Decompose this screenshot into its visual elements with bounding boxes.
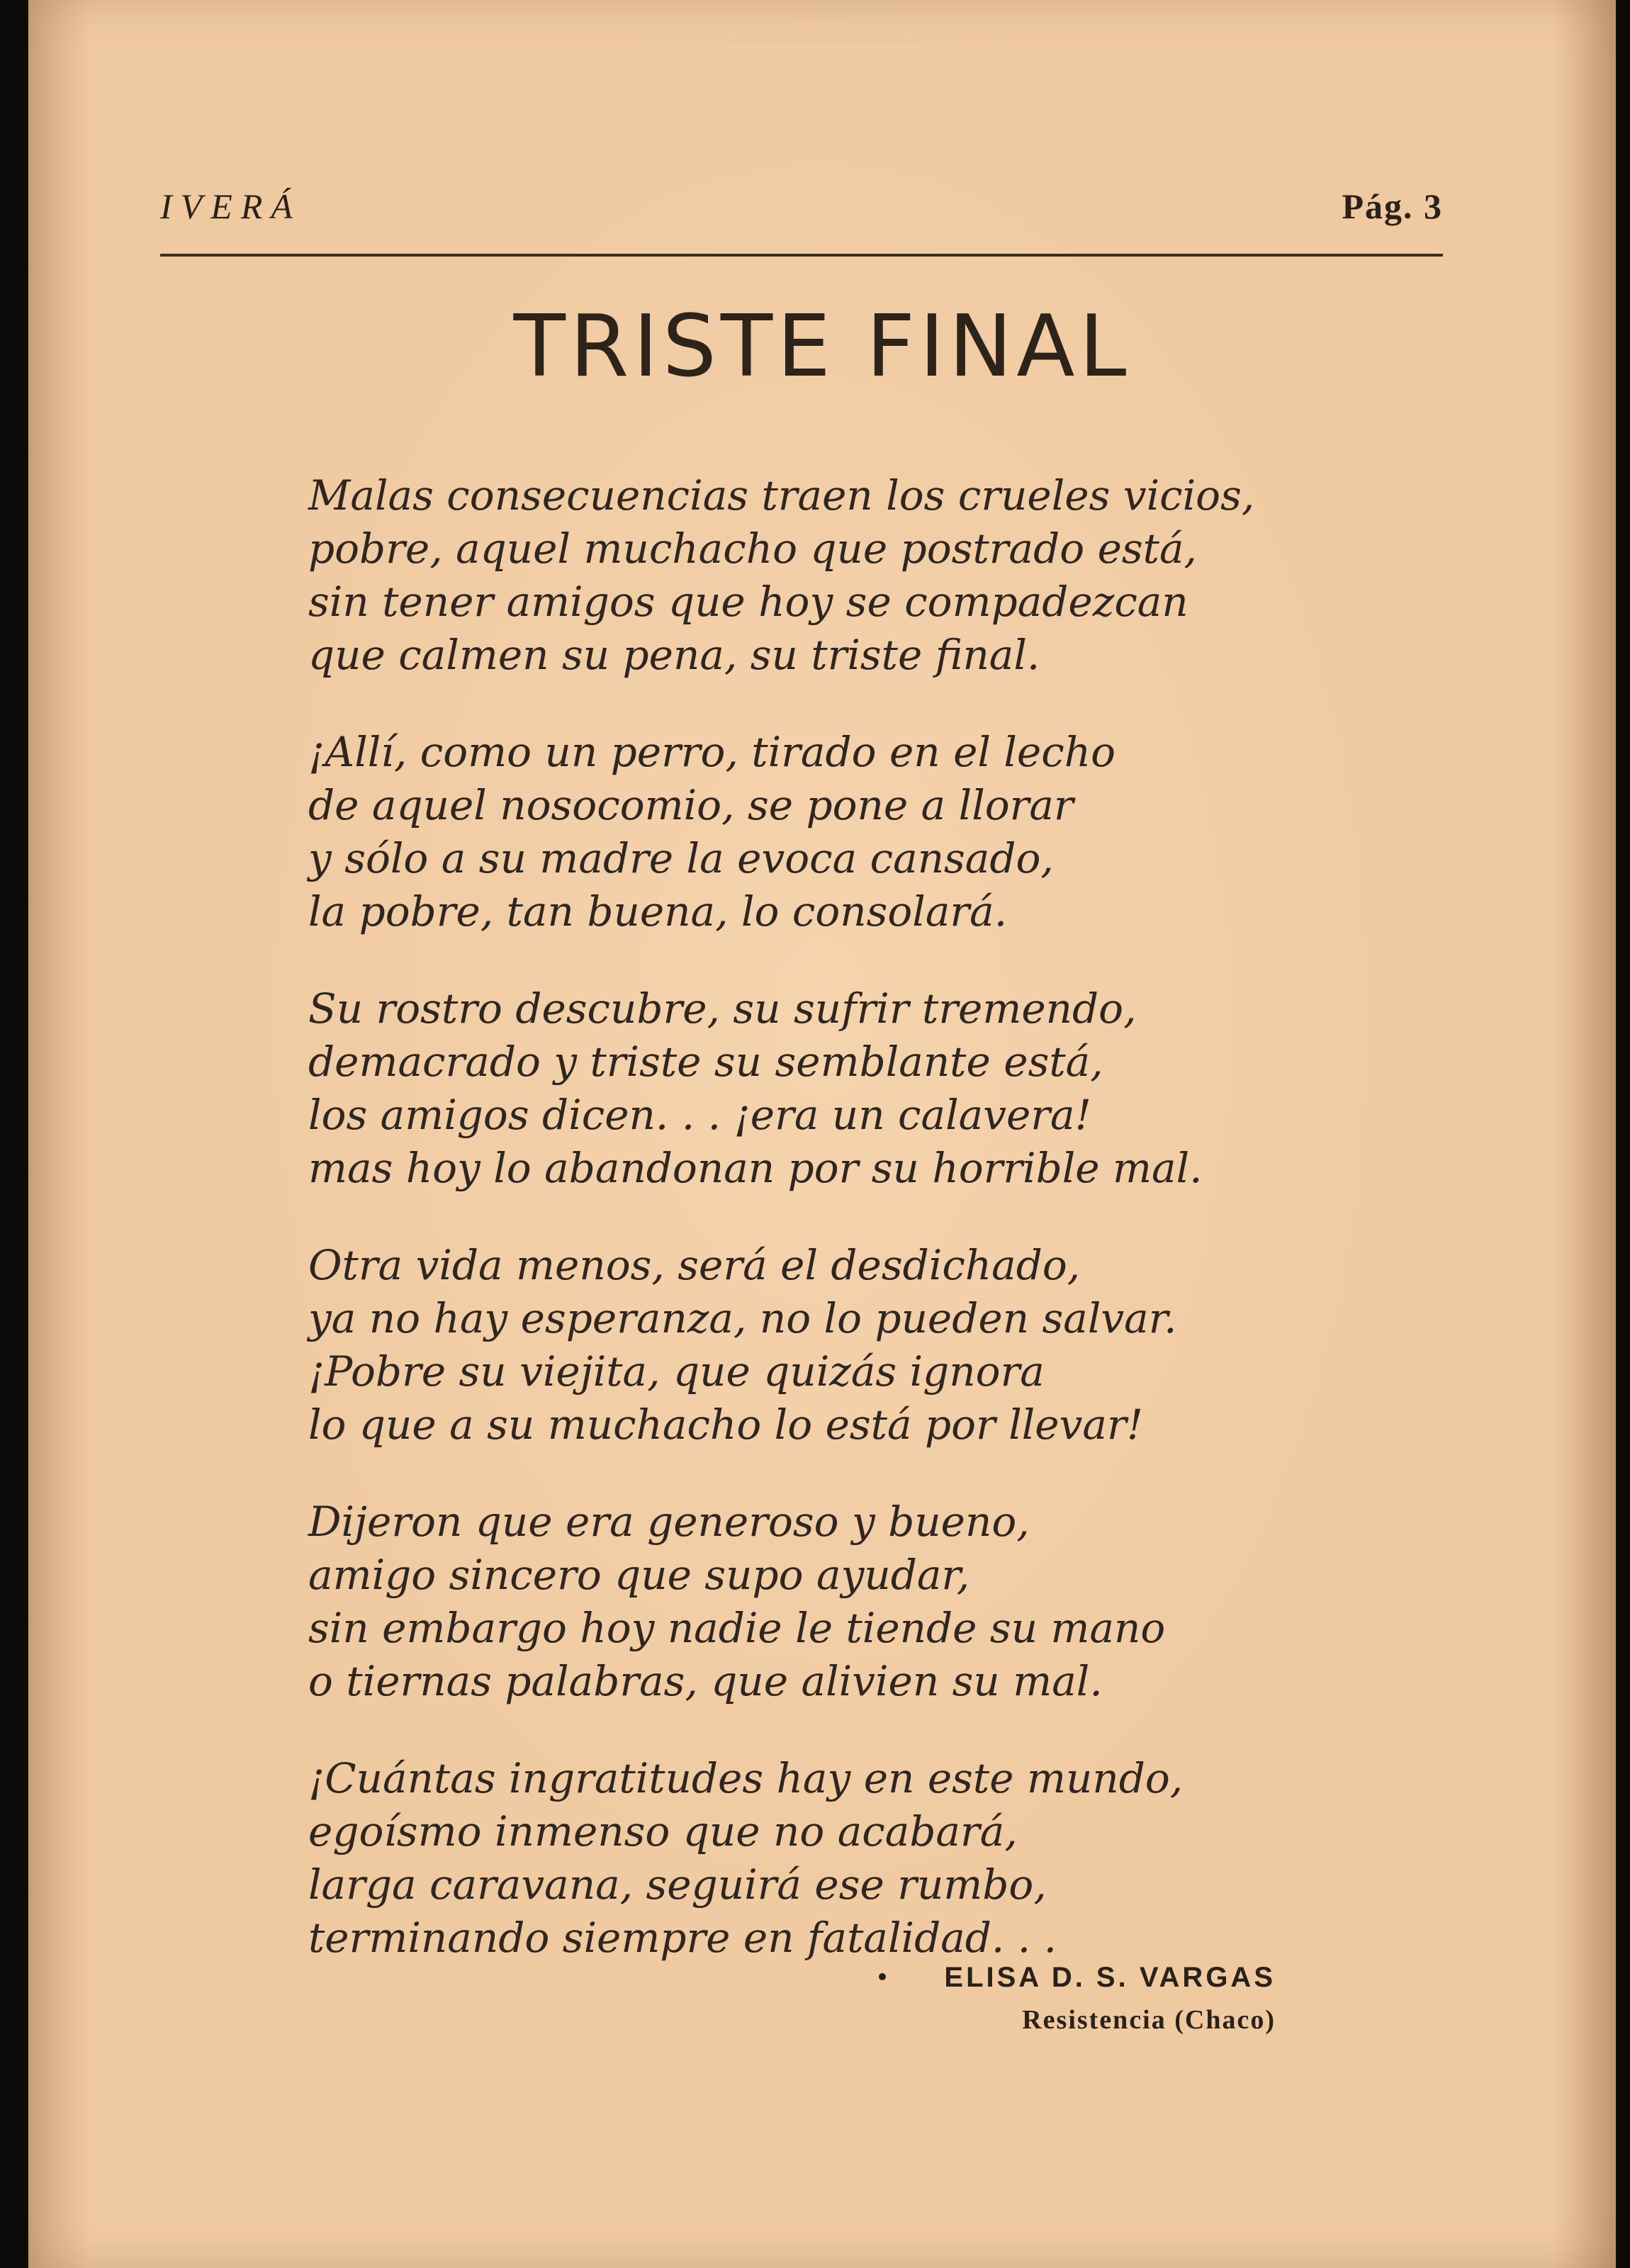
verse-line: egoísmo inmenso que no acabará, bbox=[308, 1807, 1018, 1856]
verse-line: y sólo a su madre la evoca cansado, bbox=[308, 834, 1054, 882]
verse-line: Su rostro descubre, su sufrir tremendo, bbox=[308, 984, 1137, 1033]
stanza bbox=[308, 726, 1442, 938]
verse-line: amigo sincero que supo ayudar, bbox=[308, 1551, 970, 1599]
verse-line: pobre, aquel muchacho que postrado está, bbox=[308, 524, 1197, 573]
verse-line: que calmen su pena, su triste final. bbox=[308, 631, 1040, 679]
verse-line: larga caravana, seguirá ese rumbo, bbox=[308, 1860, 1047, 1909]
author-place: Resistencia (Chaco) bbox=[1022, 2005, 1276, 2035]
stanza bbox=[308, 1239, 1442, 1452]
verse-line: ¡Cuántas ingratitudes hay en este mundo, bbox=[308, 1754, 1184, 1802]
stanza bbox=[308, 469, 1442, 682]
verse-line: ¡Pobre su viejita, que quizás ignora bbox=[308, 1347, 1045, 1396]
page-header bbox=[160, 186, 1443, 235]
verse-line: Otra vida menos, será el desdichado, bbox=[308, 1241, 1081, 1289]
verse-line: sin embargo hoy nadie le tiende su mano bbox=[308, 1604, 1166, 1652]
bullet-icon bbox=[879, 1973, 886, 1980]
verse-line: ¡Allí, como un perro, tirado en el lecho bbox=[308, 728, 1116, 776]
verse-line: lo que a su muchacho lo está por llevar! bbox=[308, 1400, 1144, 1449]
verse-line: demacrado y triste su semblante está, bbox=[308, 1038, 1103, 1086]
stanza bbox=[308, 1495, 1442, 1708]
verse-line: la pobre, tan buena, lo consolará. bbox=[308, 887, 1008, 936]
verse-line: sin tener amigos que hoy se compadezcan bbox=[308, 578, 1188, 626]
author-name: ELISA D. S. VARGAS bbox=[944, 1962, 1276, 1993]
stanza bbox=[308, 982, 1442, 1195]
poem-body bbox=[308, 469, 1442, 2009]
poem-title: TRISTE FINAL bbox=[513, 298, 1131, 396]
page-number: Pág. 3 bbox=[1342, 186, 1443, 226]
verse-line: de aquel nosocomio, se pone a llorar bbox=[308, 781, 1074, 829]
verse-line: Dijeron que era generoso y bueno, bbox=[308, 1498, 1030, 1546]
verse-line: o tiernas palabras, que alivien su mal. bbox=[308, 1657, 1103, 1705]
verse-line: los amigos dicen. . . ¡era un calavera! bbox=[308, 1091, 1091, 1139]
publication-name: IVERÁ bbox=[160, 186, 301, 226]
verse-line: mas hoy lo abandonan por su horrible mal. bbox=[308, 1144, 1203, 1192]
stanza bbox=[308, 1752, 1442, 1965]
header-rule bbox=[160, 254, 1443, 257]
verse-line: ya no hay esperanza, no lo pueden salvar. bbox=[308, 1294, 1177, 1342]
magazine-page bbox=[28, 0, 1616, 2268]
author-name-row bbox=[879, 1956, 1276, 1999]
author-signature bbox=[879, 1956, 1276, 2041]
verse-line: terminando siempre en fatalidad. . . bbox=[308, 1914, 1057, 1962]
verse-line: Malas consecuencias traen los crueles vicios, bbox=[308, 471, 1255, 520]
